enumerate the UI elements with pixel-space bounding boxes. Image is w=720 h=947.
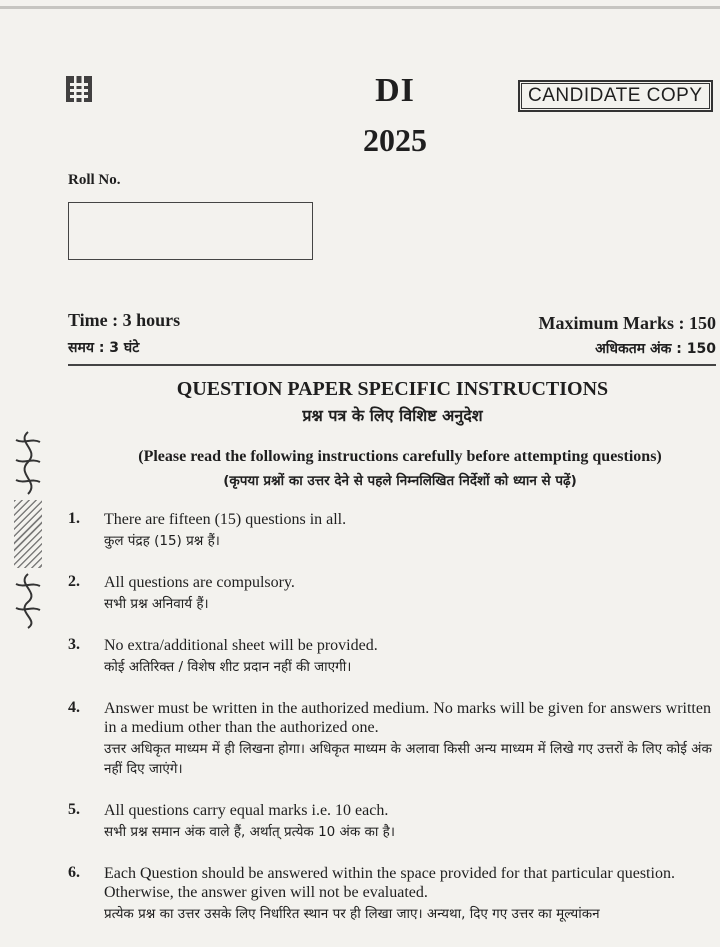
instruction-number: 6. bbox=[68, 864, 80, 881]
instruction-list bbox=[68, 510, 718, 946]
instruction-number: 1. bbox=[68, 510, 80, 527]
paper-year: 2025 bbox=[363, 122, 427, 158]
roll-number-box[interactable] bbox=[68, 202, 313, 260]
instruction-item bbox=[68, 864, 718, 924]
instruction-text-english: Each Question should be answered within the space provided for that particular question. Otherwise, the answer given will not be evaluated. bbox=[104, 865, 675, 901]
instruction-text-hindi: उत्तर अधिकृत माध्यम में ही लिखना होगा। अधिकृत माध्यम के अलावा किसी अन्य माध्यम में लिखे गए उत्तरों के लिए कोई अंक नहीं दिए जाएंगे। bbox=[104, 741, 712, 777]
candidate-copy-stamp bbox=[518, 80, 713, 112]
margin-ornament-icon bbox=[10, 572, 46, 630]
instruction-item bbox=[68, 699, 718, 779]
read-carefully-note-hindi: (कृपया प्रश्नों का उत्तर देने से पहले निम्नलिखित निर्देशों को ध्यान से पढ़ें) bbox=[223, 473, 577, 489]
instruction-number: 5. bbox=[68, 801, 80, 818]
instruction-number: 4. bbox=[68, 699, 80, 716]
instructions-title-hindi: प्रश्न पत्र के लिए विशिष्ट अनुदेश bbox=[302, 406, 483, 425]
instruction-text-hindi: कुल पंद्रह (15) प्रश्न हैं। bbox=[104, 533, 220, 549]
max-marks-english: Maximum Marks : 150 bbox=[538, 313, 716, 333]
instruction-text-hindi: सभी प्रश्न अनिवार्य हैं। bbox=[104, 596, 209, 612]
instruction-item bbox=[68, 801, 718, 842]
max-marks-hindi: अधिकतम अंक : 150 bbox=[595, 341, 716, 357]
instruction-item bbox=[68, 510, 718, 551]
instruction-text-english: There are fifteen (15) questions in all. bbox=[104, 511, 347, 528]
margin-hatch-pattern bbox=[14, 500, 42, 568]
instruction-text-english: All questions carry equal marks i.e. 10 each. bbox=[104, 802, 389, 819]
instruction-text-hindi: प्रत्येक प्रश्न का उत्तर उसके लिए निर्धारित स्थान पर ही लिखा जाए। अन्यथा, दिए गए उत्तर का मूल्यांकन bbox=[104, 906, 600, 922]
margin-ornament-icon bbox=[10, 430, 46, 496]
section-divider bbox=[68, 364, 716, 366]
instruction-text-english: No extra/additional sheet will be provided. bbox=[104, 637, 378, 654]
roll-number-label: Roll No. bbox=[68, 172, 121, 188]
read-carefully-note-english: (Please read the following instructions carefully before attempting questions) bbox=[138, 448, 662, 465]
time-english: Time : 3 hours bbox=[68, 310, 181, 330]
instruction-text-hindi: सभी प्रश्न समान अंक वाले हैं, अर्थात् प्रत्येक 10 अंक का है। bbox=[104, 824, 395, 840]
instructions-title-english: QUESTION PAPER SPECIFIC INSTRUCTIONS bbox=[176, 378, 609, 400]
instruction-item bbox=[68, 573, 718, 614]
paper-code: DI bbox=[375, 72, 415, 109]
page-top-edge bbox=[0, 6, 720, 9]
candidate-copy-label: CANDIDATE COPY bbox=[521, 83, 710, 109]
instruction-text-english: Answer must be written in the authorized medium. No marks will be given for answers written in a medium other than the authorized one. bbox=[104, 700, 711, 736]
instruction-number: 3. bbox=[68, 636, 80, 653]
time-hindi: समय : 3 घंटे bbox=[68, 340, 140, 356]
instruction-text-hindi: कोई अतिरिक्त / विशेष शीट प्रदान नहीं की जाएगी। bbox=[104, 659, 352, 675]
instruction-text-english: All questions are compulsory. bbox=[104, 574, 295, 591]
instruction-number: 2. bbox=[68, 573, 80, 590]
instruction-item bbox=[68, 636, 718, 677]
